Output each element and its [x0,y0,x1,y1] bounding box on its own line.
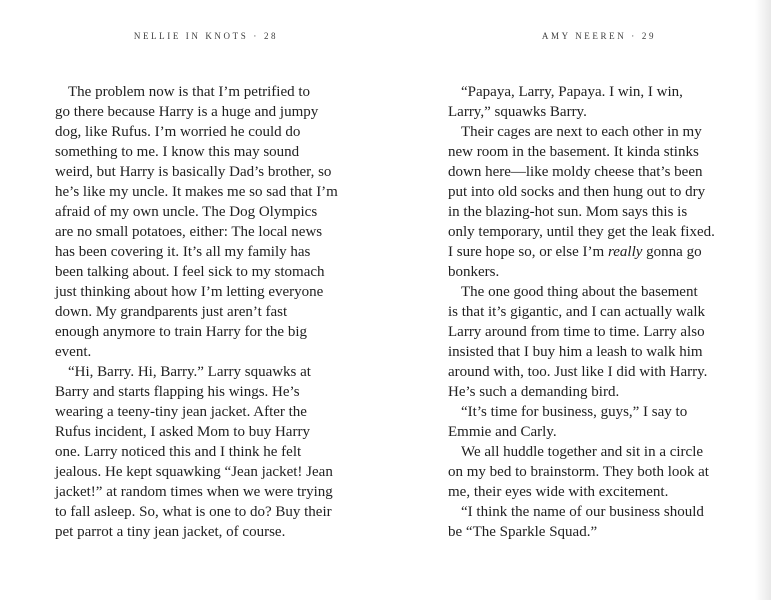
text-line: on my bed to brainstorm. They both look at [448,464,709,480]
text-line: Their cages are next to each other in my [461,124,702,140]
text-line: pet parrot a tiny jean jacket, of course. [55,524,286,540]
text-line: Rufus incident, I asked Mom to buy Harry [55,424,310,440]
text-line: down. My grandparents just aren’t fast [55,304,288,320]
right-page-body [448,82,750,542]
text-line: go there because Harry is a huge and jumpy [55,104,319,120]
text-line: The problem now is that I’m petrified to [68,84,311,100]
text-line: bonkers. [448,264,500,280]
left-header-separator: · [253,31,259,41]
paragraph [448,402,750,442]
text-line: Emmie and Carly. [448,424,557,440]
text-line: jealous. He kept squawking “Jean jacket! Jean [55,464,333,480]
text-line: in the blazing-hot sun. Mom says this is [448,204,688,220]
text-line: just thinking about how I’m letting everyone [55,284,324,300]
text-line: He’s such a demanding bird. [448,384,620,400]
text-line: Barry and starts flapping his wings. He’s [55,384,300,400]
text-line: something to me. I know this may sound [55,144,300,160]
paragraph [55,362,357,542]
text-line: The one good thing about the basement [461,284,698,300]
text-line: down here—like moldy cheese that’s been [448,164,703,180]
text-line: is that it’s gigantic, and I can actually walk [448,304,706,320]
text-line: only temporary, until they get the leak fixed. [448,224,715,240]
left-page-number: 28 [263,31,279,41]
text-line: insisted that I buy him a leash to walk him [448,344,703,360]
text-line: are no small potatoes, either: The local news [55,224,323,240]
text-line: I sure hope so, or else I’m really gonna go [448,244,702,260]
left-page-body [55,82,357,542]
text-line: to fall asleep. So, what is one to do? Buy their [55,504,332,520]
text-line: “It’s time for business, guys,” I say to [461,404,688,420]
text-line: he’s like my uncle. It makes me so sad that I’m [55,184,338,200]
text-line: jacket!” at random times when we were trying [55,484,333,500]
paragraph [448,82,750,122]
text-line: been talking about. I feel sick to my stomach [55,264,325,280]
text-line: “I think the name of our business should [461,504,704,520]
left-running-head [55,31,357,41]
right-author-name: AMY NEEREN [541,31,627,41]
text-line: be “The Sparkle Squad.” [448,524,598,540]
page-edge-shadow [755,0,771,600]
text-line: weird, but Harry is basically Dad’s brother, so [55,164,332,180]
text-line: “Papaya, Larry, Papaya. I win, I win, [461,84,683,100]
text-line: wearing a teeny-tiny jean jacket. After the [55,404,307,420]
right-page-number: 29 [641,31,657,41]
right-header-separator: · [631,31,637,41]
left-book-title: NELLIE IN KNOTS [133,31,249,41]
text-line: Larry,” squawks Barry. [448,104,587,120]
paragraph [448,282,750,402]
text-line: new room in the basement. It kinda stinks [448,144,699,160]
text-line: one. Larry noticed this and I think he felt [55,444,302,460]
text-line: me, their eyes wide with excitement. [448,484,669,500]
text-line: “Hi, Barry. Hi, Barry.” Larry squawks at [68,364,311,380]
text-line: put into old socks and then hung out to dry [448,184,706,200]
right-page [448,0,750,600]
text-line: dog, like Rufus. I’m worried he could do [55,124,301,140]
text-line: has been covering it. It’s all my family has [55,244,311,260]
text-line: event. [55,344,92,360]
paragraph [55,82,357,362]
paragraph [448,502,750,542]
right-running-head [448,31,750,41]
text-line: Larry around from time to time. Larry also [448,324,705,340]
left-page [55,0,357,600]
text-line: enough anymore to train Harry for the big [55,324,308,340]
paragraph [448,442,750,502]
text-line: around with, too. Just like I did with Harry. [448,364,708,380]
paragraph [448,122,750,282]
text-line: We all huddle together and sit in a circle [461,444,704,460]
text-line: afraid of my own uncle. The Dog Olympics [55,204,318,220]
